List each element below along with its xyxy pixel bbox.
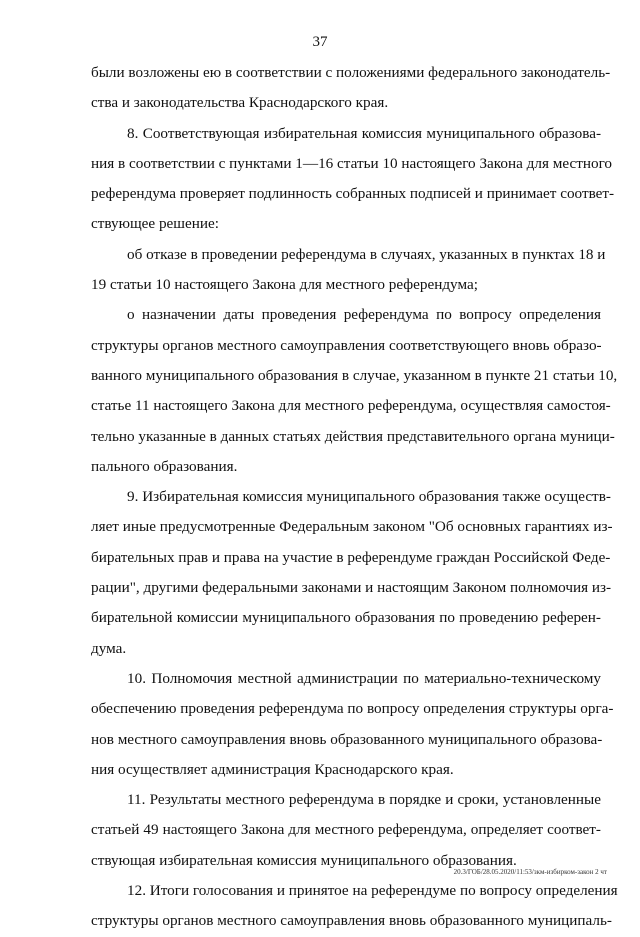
text-line: ства и законодательства Краснодарского края.: [91, 94, 389, 112]
text-line: дума.: [91, 639, 127, 657]
text-line: ния в соответствии с пунктами 1—16 статьи 10 настоящего Закона для местного: [91, 154, 613, 172]
footer-stamp: 20.3/ГОБ/28.05.2020/11:53/зкм-избирком-закон 2 чт: [453, 868, 607, 876]
text-line: пального образования.: [91, 457, 238, 475]
text-line: были возложены ею в соответствии с положениями федерального законодатель-: [91, 64, 611, 81]
text-line: рации", другими федеральными законами и настоящим Законом полномочия из-: [91, 579, 612, 597]
text-line: структуры органов местного самоуправления соответствующего вновь образо-: [91, 336, 602, 354]
text-line: 12. Итоги голосования и принятое на референдуме по вопросу определения: [127, 882, 618, 900]
text-line: бирательной комиссии муниципального образования по проведению референ-: [91, 609, 601, 627]
text-line: о назначении даты проведения референдума по вопросу определения: [127, 306, 601, 324]
text-line: ляет иные предусмотренные Федеральным законом "Об основных гарантиях из-: [91, 518, 613, 536]
text-line: тельно указанные в данных статьях действия представительного органа муници-: [91, 427, 615, 445]
text-line: 9. Избирательная комиссия муниципального образования также осуществ-: [127, 488, 611, 506]
text-line: референдума проверяет подлинность собранных подписей и принимает соответ-: [91, 185, 615, 203]
text-line: статьей 49 настоящего Закона для местного референдума, определяет соответ-: [91, 821, 601, 839]
text-line: ванного муниципального образования в случае, указанном в пункте 21 статьи 10,: [91, 366, 618, 384]
page-number: 37: [312, 34, 328, 50]
text-line: структуры органов местного самоуправления вновь образованного муниципаль-: [91, 912, 612, 930]
text-line: ния осуществляет администрация Краснодарского края.: [91, 760, 454, 778]
text-line: 19 статьи 10 настоящего Закона для местного референдума;: [91, 276, 478, 294]
text-line: 10. Полномочия местной администрации по материально-техническому: [127, 669, 601, 687]
text-line: бирательных прав и права на участие в референдуме граждан Российской Феде-: [91, 548, 611, 566]
text-line: обеспечению проведения референдума по вопросу определения структуры орга-: [91, 700, 614, 718]
text-line: нов местного самоуправления вновь образованного муниципального образова-: [91, 730, 603, 748]
text-line: ствующее решение:: [91, 215, 219, 233]
text-line: статье 11 настоящего Закона для местного референдума, осуществляя самостоя-: [91, 397, 611, 415]
text-line: ствующая избирательная комиссия муниципального образования.: [91, 851, 517, 869]
text-line: 8. Соответствующая избирательная комиссия муниципального образова-: [127, 124, 601, 142]
text-line: 11. Результаты местного референдума в порядке и сроки, установленные: [127, 791, 601, 809]
text-line: об отказе в проведении референдума в случаях, указанных в пунктах 18 и: [127, 245, 606, 263]
document-body: [91, 58, 618, 937]
